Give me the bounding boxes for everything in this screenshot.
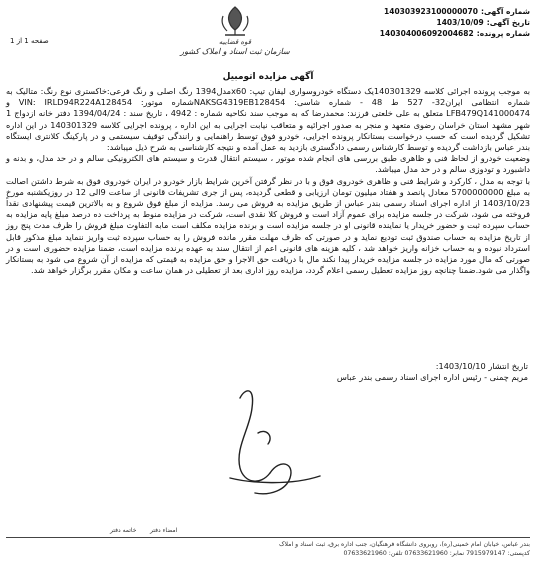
footer-address: بندر عباس، خیابان امام خمینی(ره)، روبروی دانشگاه فرهنگیان، جنب اداره برق، ثبت اسناد و املاک [278, 541, 530, 548]
footer [6, 540, 530, 558]
case-number: 140304006092004682 [379, 29, 474, 38]
page-number: صفحه 1 از 1 [10, 37, 49, 45]
notice-date-label: تاریخ آگهی: [486, 18, 530, 27]
notice-date: 1403/10/09 [436, 18, 484, 27]
footer-divider [6, 537, 530, 538]
emblem-icon [217, 4, 253, 38]
org-line-1: قوه قضاییه [218, 38, 252, 46]
footer-contact: کدپستی: 7915979147 نمابر: 07633621960 تلفن: 07633621960 [343, 550, 530, 557]
body-paragraph-1: به موجب پرونده اجرائی کلاسه 140301329یک دستگاه خودروسواری لیفان تیپ: x60مدل1394 رنگ اصلی و رنگ فرعی:خاکستری نوع رنگ: متالیک به شماره انتظامی ایران32- 527 ط 48 - شماره شاسی: NAKSG4319EB128454شماره موتور: VIN: IRLD94R224A128454 و LFB479Q141000474 متعلق به علی خلعتی فرزند: محمدرضا که به موجب سند نکاحیه شماره : 4942 ، تاریخ سند : 1394/04/24 دفتر خانه ازدواج 1 شهر مشهد استان خراسان رضوی متعهد و منجر به صدور اجرائیه و متعاقب نیابت اجرایی به این اداره ، پرونده اجرایی کلاسه 140301329 در این اداره تشکیل گردیده است که حسب درخواست بستانکار پرونده اجرایی، خودرو فوق توسط راهنمایی و رانندگی توقیف سیستمی و در پارکینگ کلانتری ایستگاه بندر عباس بازداشت گردیده و توسط کارشناس رسمی دادگستری بازدید به عمل آمده و نتیجه کارشناسی به شرح ذیل میباشد: [6, 86, 531, 153]
case-number-row [362, 28, 530, 39]
body-paragraph-2: وضعیت خودرو از لحاظ فنی و ظاهری طبق بررسی های انجام شده موتور ، سیستم انتقال قدرت و سیستم های الکترونیکی سالم و در حد مدل، و بدنه و داشبورد و تودوزی سالم و در حد مدل میباشد. [6, 153, 530, 175]
publish-date: تاریخ انتشار 1403/10/10: [435, 361, 528, 371]
notice-date-row [362, 17, 530, 28]
notice-number-row [362, 6, 530, 17]
body-paragraph-3: با توجه به مدل ، کارکرد و شرایط فنی و ظاهری خودروی فوق و با در نظر گرفتن آخرین شرایط بازار خودرو در ایران خودروی فوق به شرط داشتن اصالت به مبلغ 5700000000 معادل پانصد و هفتاد میلیون تومان ارزیابی و قطعی گردیده، پس از جری تشریفات قانونی از ساعت 9الی 12 در روزیکشنبه مورخ 1403/10/23 از اداره اجرای اسناد رسمی بندر عباس از طریق مزایده به فروش می رسد. مزایده از مبلغ فوق شروع و به بالاترین قیمت پیشنهادی نقداً فروخته می شود، شرکت در جلسه مزایده برای عموم آزاد است و فروش کلا نقدی است، شرکت در مزایده منوط به پرداخت ده درصد مبلغ پایه مزایده به حساب سپرده ثبت و حضور خریدار یا نماینده قانونی او در جلسه مزایده است و برنده مزایده مکلف است مابه التفاوت مبلغ فروش را ظرف مدت پنج روز از تاریخ مزایده به حساب صندوق ثبت تودیع نماید و در صورتی که ظرف مهلت مقرر مانده فروش را به حساب سپرده ثبت واریز ننماید مبلغ مذکور قابل استرداد نبوده و به حساب خزانه واریز خواهد شد ، کلیه هزینه های قانونی اعم از انتقال سند به عهده برنده مزایده است، ضمنا مزایده حضوری است و در صورتی که مال مورد مزایده در جلسه مزایده خریدار پیدا نکند مال با دریافت حق الاجرا و حق مزایده به قیمتی که مزایده از آن شروع می شود به بستانکار واگذار می شود.ضمنا چنانچه روز مزایده تعطیل رسمی اعلام گردد، مزایده روز اداری بعد از تعطیلی در همان ساعت و مکان مقرر برگزار خواهد شد. [6, 175, 530, 276]
signatory: مریم چمنی - رئیس اداره اجرای اسناد رسمی بندر عباس [336, 372, 528, 383]
footer-sign-label: امضاء دفتر [150, 527, 178, 534]
notice-body [6, 86, 530, 276]
footer-close-label: خاتمه دفتر [110, 527, 137, 534]
notice-number-label: شماره آگهی: [480, 7, 530, 16]
handwritten-signature [200, 378, 350, 518]
notice-title: آگهی مزایده اتومبیل [222, 72, 314, 82]
judiciary-emblem [170, 4, 300, 66]
org-line-2: سازمان ثبت اسناد و املاک کشور [180, 47, 290, 56]
notice-meta [362, 6, 530, 39]
case-number-label: شماره پرونده: [476, 29, 530, 38]
notice-number: 140303923100000070 [384, 7, 478, 16]
